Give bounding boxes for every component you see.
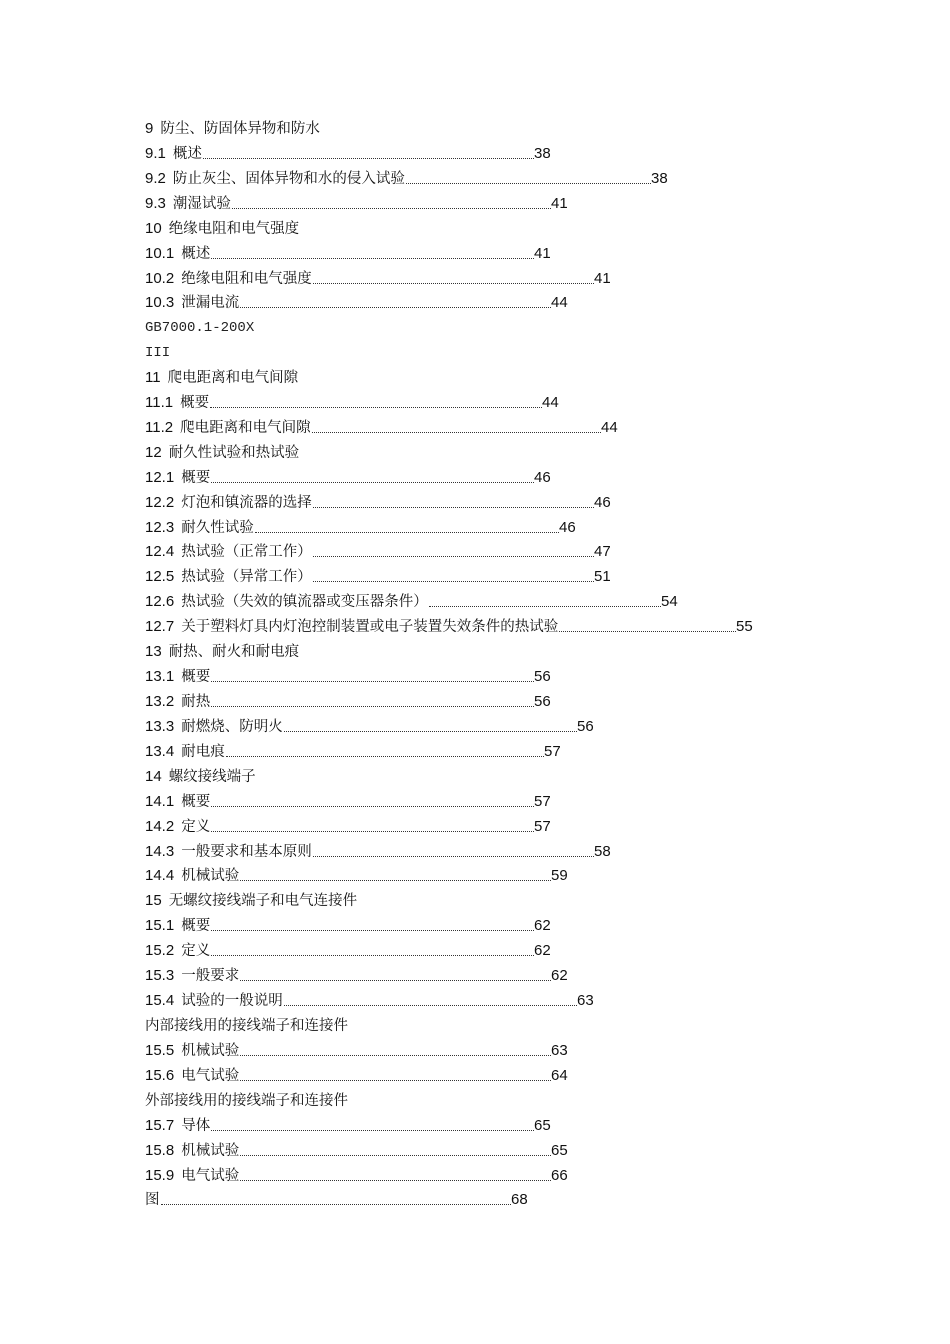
toc-entry-number: 9.3	[145, 195, 166, 212]
toc-entry[interactable]	[145, 965, 568, 987]
toc-entry-number: 15.2	[145, 942, 175, 959]
toc-entry-page-number: 46	[594, 494, 611, 511]
dot-leader	[240, 1054, 551, 1056]
toc-entry-number: 13.3	[145, 718, 175, 735]
toc-entry-page-number: 38	[651, 170, 668, 187]
toc-entry-page-number: 64	[551, 1067, 568, 1084]
dot-leader	[226, 755, 544, 757]
toc-entry[interactable]	[145, 143, 551, 165]
toc-entry[interactable]	[145, 915, 551, 937]
toc-entry[interactable]	[145, 1015, 348, 1037]
toc-entry-number: 12.4	[145, 543, 175, 560]
toc-entry-number: 11.2	[145, 419, 174, 436]
toc-entry-number: 14.2	[145, 818, 175, 835]
toc-entry-number: 15.3	[145, 967, 175, 984]
toc-entry-number: 15.6	[145, 1067, 175, 1084]
toc-entry-page-number: 46	[534, 469, 551, 486]
toc-entry-title: 外部接线用的接线端子和连接件	[145, 1093, 348, 1109]
dot-leader	[211, 481, 534, 483]
dot-leader	[240, 979, 551, 981]
toc-entry-number: 10	[145, 220, 162, 237]
dot-leader	[284, 730, 577, 732]
toc-entry-title: 导体	[181, 1118, 211, 1134]
dot-leader	[211, 705, 534, 707]
toc-entry-page-number: 57	[534, 793, 551, 810]
dot-leader	[255, 531, 559, 533]
toc-entry-title: 概要	[180, 395, 210, 411]
toc-entry[interactable]	[145, 1115, 551, 1137]
toc-entry-title: 电气试验	[181, 1168, 240, 1184]
toc-entry[interactable]	[145, 791, 551, 813]
toc-entry[interactable]	[145, 268, 611, 290]
toc-entry-number: 9	[145, 120, 154, 137]
toc-entry-page-number: 41	[534, 245, 551, 262]
toc-entry[interactable]	[145, 243, 551, 265]
toc-entry[interactable]	[145, 292, 568, 314]
toc-entry-page-number: 63	[551, 1042, 568, 1059]
toc-entry-page-number: 44	[542, 394, 559, 411]
page-header-text: GB7000.1-200X	[145, 320, 255, 336]
toc-entry[interactable]	[145, 541, 611, 563]
toc-entry[interactable]	[145, 591, 678, 613]
dot-leader	[284, 1004, 577, 1006]
toc-entry-page-number: 47	[594, 543, 611, 560]
toc-entry-number: 13	[145, 643, 162, 660]
toc-entry[interactable]	[145, 193, 568, 215]
toc-entry-title: 潮湿试验	[172, 196, 231, 212]
toc-entry-page-number: 62	[534, 942, 551, 959]
toc-entry-number: 13.4	[145, 743, 175, 760]
toc-entry[interactable]	[145, 890, 357, 912]
dot-leader	[313, 580, 594, 582]
toc-entry[interactable]	[145, 641, 299, 663]
toc-entry[interactable]	[145, 990, 594, 1012]
toc-entry[interactable]	[145, 218, 299, 240]
toc-entry-number: 12.5	[145, 568, 175, 585]
toc-entry-page-number: 65	[534, 1117, 551, 1134]
toc-entry[interactable]	[145, 940, 551, 962]
toc-entry[interactable]	[145, 816, 551, 838]
toc-entry-page-number: 56	[534, 693, 551, 710]
dot-leader	[211, 929, 534, 931]
toc-entry-page-number: 58	[594, 843, 611, 860]
toc-entry-number: 9.1	[145, 145, 166, 162]
dot-leader	[211, 805, 534, 807]
toc-entry-page-number: 62	[534, 917, 551, 934]
toc-entry-title: 试验的一般说明	[181, 993, 283, 1009]
dot-leader	[211, 830, 534, 832]
toc-entry-title: 耐热	[181, 694, 211, 710]
toc-entry-page-number: 54	[661, 593, 678, 610]
toc-entry[interactable]	[145, 317, 254, 339]
dot-leader	[312, 431, 601, 433]
dot-leader	[429, 605, 661, 607]
toc-entry-page-number: 59	[551, 867, 568, 884]
dot-leader	[211, 680, 534, 682]
toc-entry[interactable]	[145, 666, 551, 688]
toc-entry-number: 10.2	[145, 270, 175, 287]
dot-leader	[313, 855, 594, 857]
toc-entry-title: 耐燃烧、防明火	[181, 719, 283, 735]
toc-entry[interactable]	[145, 766, 256, 788]
toc-entry-title: 定义	[181, 943, 211, 959]
toc-entry[interactable]	[145, 168, 668, 190]
toc-entry[interactable]	[145, 1165, 568, 1187]
toc-entry-title: 灯泡和镇流器的选择	[181, 495, 312, 511]
toc-entry-page-number: 51	[594, 568, 611, 585]
dot-leader	[240, 879, 551, 881]
toc-entry-page-number: 63	[577, 992, 594, 1009]
toc-entry[interactable]	[145, 442, 299, 464]
toc-entry-page-number: 57	[544, 743, 561, 760]
toc-entry-number: 15.7	[145, 1117, 175, 1134]
toc-entry[interactable]	[145, 342, 170, 364]
toc-entry-title: 热试验（正常工作）	[181, 544, 312, 560]
toc-entry-page-number: 41	[594, 270, 611, 287]
toc-entry-title: 绝缘电阻和电气强度	[168, 221, 300, 237]
toc-entry-title: 热试验（异常工作）	[181, 569, 312, 585]
toc-entry-title: 概要	[181, 794, 211, 810]
toc-entry-number: 12.6	[145, 593, 175, 610]
toc-entry-number: 12.3	[145, 519, 175, 536]
toc-entry-title: 定义	[181, 819, 211, 835]
toc-entry-page-number: 66	[551, 1167, 568, 1184]
toc-entry-number: 14	[145, 768, 162, 785]
toc-entry-number: 9.2	[145, 170, 166, 187]
toc-entry-number: 13.1	[145, 668, 175, 685]
toc-entry[interactable]	[145, 1189, 528, 1211]
toc-entry-page-number: 62	[551, 967, 568, 984]
toc-entry-title: 泄漏电流	[181, 295, 240, 311]
toc-entry-page-number: 46	[559, 519, 576, 536]
toc-entry-title: 电气试验	[181, 1068, 240, 1084]
toc-entry-title: 耐电痕	[181, 744, 225, 760]
dot-leader	[232, 207, 551, 209]
toc-entry[interactable]	[145, 367, 298, 389]
toc-entry[interactable]	[145, 691, 551, 713]
dot-leader	[210, 406, 542, 408]
dot-leader	[240, 1154, 551, 1156]
toc-entry-number: 10.1	[145, 245, 175, 262]
dot-leader	[161, 1203, 512, 1205]
toc-entry-page-number: 38	[534, 145, 551, 162]
toc-entry[interactable]	[145, 566, 611, 588]
toc-entry-title: 概述	[172, 146, 202, 162]
toc-entry[interactable]	[145, 392, 559, 414]
toc-entry-number: 11.1	[145, 394, 174, 411]
toc-entry[interactable]	[145, 1040, 568, 1062]
toc-entry-title: 机械试验	[181, 868, 240, 884]
toc-entry-number: 14.3	[145, 843, 175, 860]
toc-entry-title: 机械试验	[181, 1043, 240, 1059]
toc-entry-title: 关于塑料灯具内灯泡控制装置或电子装置失效条件的热试验	[181, 619, 559, 635]
dot-leader	[211, 1129, 534, 1131]
toc-entry-title: 概要	[181, 669, 211, 685]
page-header-text: III	[145, 345, 171, 361]
toc-entry[interactable]	[145, 741, 561, 763]
toc-entry-title: 概要	[181, 918, 211, 934]
dot-leader	[211, 257, 534, 259]
toc-entry-title: 概述	[181, 246, 211, 262]
toc-entry-page-number: 65	[551, 1142, 568, 1159]
toc-entry-number: 13.2	[145, 693, 175, 710]
toc-entry-page-number: 68	[511, 1191, 528, 1208]
dot-leader	[313, 282, 594, 284]
dot-leader	[313, 506, 594, 508]
toc-entry-title: 内部接线用的接线端子和连接件	[145, 1018, 348, 1034]
toc-entry-page-number: 44	[601, 419, 618, 436]
toc-entry[interactable]	[145, 492, 611, 514]
dot-leader	[211, 954, 534, 956]
toc-entry-title: 耐久性试验和热试验	[168, 445, 300, 461]
toc-entry-number: 15.5	[145, 1042, 175, 1059]
dot-leader	[240, 1179, 551, 1181]
toc-entry-page-number: 44	[551, 294, 568, 311]
toc-entry-number: 12.7	[145, 618, 175, 635]
toc-entry[interactable]	[145, 1140, 568, 1162]
toc-entry[interactable]	[145, 841, 611, 863]
toc-entry-title: 无螺纹接线端子和电气连接件	[168, 893, 358, 909]
toc-entry-title: 概要	[181, 470, 211, 486]
toc-entry[interactable]	[145, 616, 753, 638]
dot-leader	[240, 1079, 551, 1081]
toc-entry[interactable]	[145, 1065, 568, 1087]
toc-entry-page-number: 57	[534, 818, 551, 835]
toc-entry-number: 15.8	[145, 1142, 175, 1159]
toc-entry-number: 12.1	[145, 469, 175, 486]
toc-entry[interactable]	[145, 865, 568, 887]
toc-entry-title: 图	[145, 1192, 160, 1208]
toc-entry[interactable]	[145, 417, 618, 439]
toc-entry-title: 机械试验	[181, 1143, 240, 1159]
toc-entry-title: 爬电距离和电气间隙	[180, 420, 311, 436]
toc-entry-title: 热试验（失效的镇流器或变压器条件）	[181, 594, 428, 610]
toc-entry[interactable]	[145, 716, 594, 738]
toc-entry-number: 11	[145, 369, 161, 386]
dot-leader	[559, 630, 736, 632]
dot-leader	[240, 306, 551, 308]
toc-entry-number: 10.3	[145, 294, 175, 311]
toc-entry-title: 一般要求	[181, 968, 240, 984]
toc-entry-title: 耐久性试验	[181, 520, 254, 536]
toc-entry[interactable]	[145, 1090, 348, 1112]
toc-entry-title: 绝缘电阻和电气强度	[181, 271, 312, 287]
toc-entry-number: 14.4	[145, 867, 175, 884]
toc-entry-title: 耐热、耐火和耐电痕	[168, 644, 300, 660]
toc-entry[interactable]	[145, 118, 320, 140]
toc-entry-page-number: 56	[534, 668, 551, 685]
toc-entry-number: 12	[145, 444, 162, 461]
toc-entry-number: 12.2	[145, 494, 175, 511]
toc-entry-page-number: 41	[551, 195, 568, 212]
toc-entry-number: 15.1	[145, 917, 175, 934]
toc-entry-number: 15.4	[145, 992, 175, 1009]
toc-entry-title: 爬电距离和电气间隙	[167, 370, 299, 386]
toc-entry-page-number: 55	[736, 618, 753, 635]
toc-entry-title: 螺纹接线端子	[168, 769, 256, 785]
toc-entry-number: 15.9	[145, 1167, 175, 1184]
toc-entry-title: 防止灰尘、固体异物和水的侵入试验	[172, 171, 405, 187]
toc-entry[interactable]	[145, 517, 576, 539]
toc-entry-page-number: 56	[577, 718, 594, 735]
dot-leader	[313, 555, 594, 557]
toc-entry-number: 14.1	[145, 793, 175, 810]
dot-leader	[406, 182, 651, 184]
toc-entry-title: 防尘、防固体异物和防水	[160, 121, 320, 137]
dot-leader	[203, 157, 534, 159]
toc-entry-title: 一般要求和基本原则	[181, 844, 312, 860]
toc-entry[interactable]	[145, 467, 551, 489]
toc-entry-number: 15	[145, 892, 162, 909]
